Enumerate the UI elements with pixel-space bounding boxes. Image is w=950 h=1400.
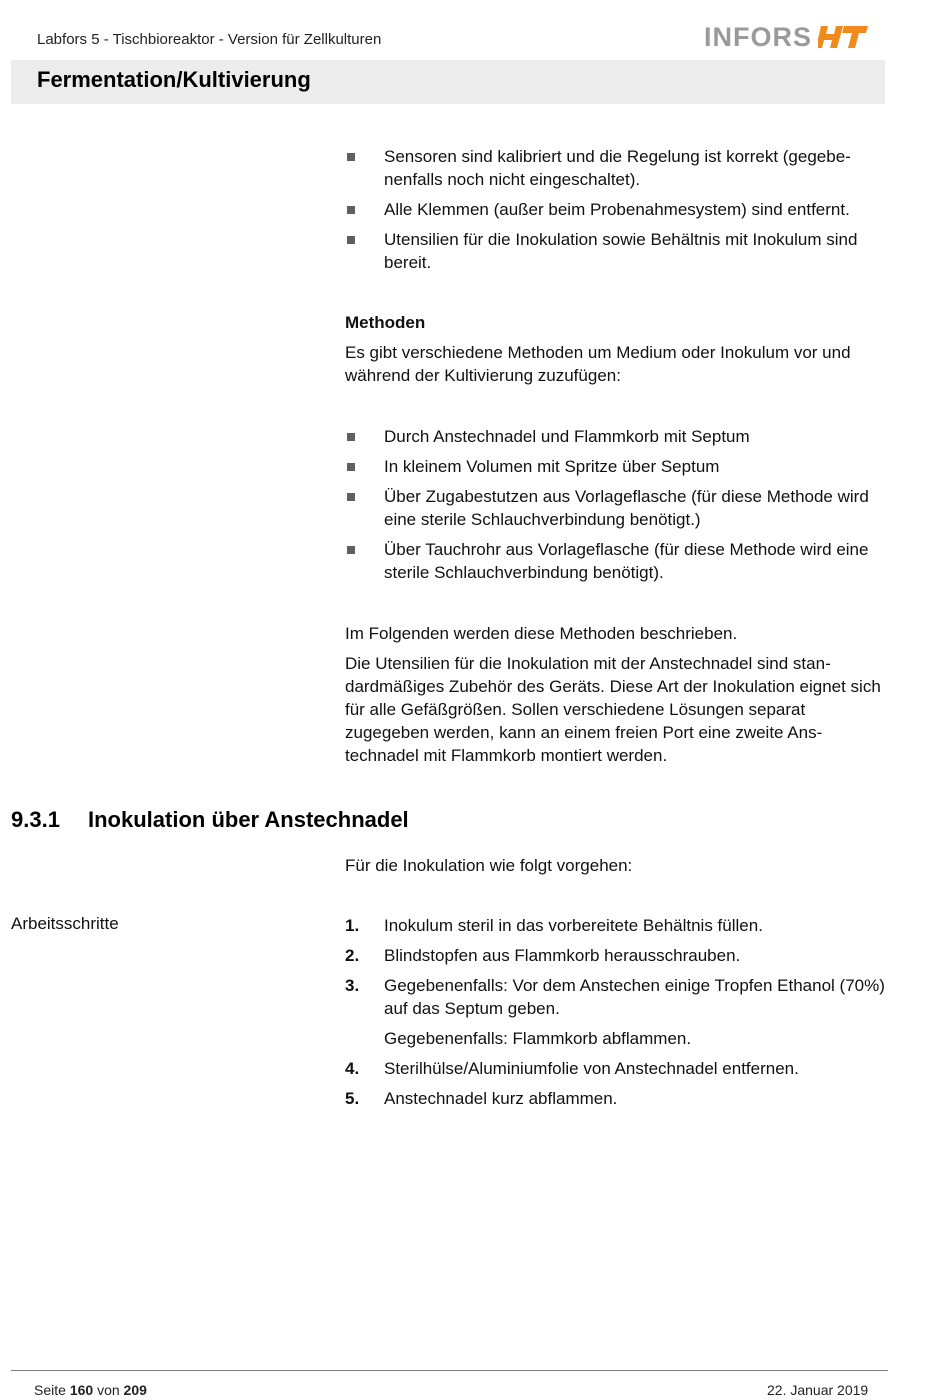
steps-block: [345, 914, 890, 1117]
footer-divider: [11, 1370, 888, 1371]
methods-description-block: [345, 622, 890, 774]
methods-intro-block: [345, 311, 890, 394]
steps-list: [345, 914, 890, 1110]
list-item: Utensilien für die Inokulation sowie Behältnis mit Inokulum sind bereit.: [345, 228, 890, 274]
ht-logo-mark: [818, 24, 870, 50]
page-number: Seite 160 von 209: [34, 1382, 147, 1398]
subsection-number: 9.3.1: [11, 807, 60, 832]
section-header-band: [11, 60, 885, 104]
methods-following: Im Folgenden werden diese Methoden beschrieben.: [345, 624, 738, 643]
step-item: 1. Inokulum steril in das vorbereitete Behältnis füllen.: [345, 916, 763, 935]
subsection-intro: Für die Inokulation wie folgt vorgehen:: [345, 856, 633, 875]
footer-date: 22. Januar 2019: [767, 1382, 869, 1398]
methods-description: Die Utensilien für die Inokulation mit der Anstechnadel sind standardmäßiges Zubehör des Geräts. Diese Art der Inokulation eignet sich für alle Gefäßgrößen. Sollen verschiedene Lösungen separat zugegeben werden, kann an einem freien Port eine zweite Anstechnadel mit Flammkorb montiert werden.: [345, 654, 881, 765]
steps-label: Arbeitsschritte: [11, 914, 119, 933]
step-item: 2. Blindstopfen aus Flammkorb herausschrauben.: [345, 946, 741, 965]
square-bullet-icon: [347, 433, 355, 441]
methods-intro: Es gibt verschiedene Methoden um Medium oder Inokulum vor und während der Kultivierung zuzufügen:: [345, 343, 851, 385]
square-bullet-icon: [347, 546, 355, 554]
subsection-heading: [11, 807, 409, 833]
square-bullet-icon: [347, 153, 355, 161]
step-substep: Gegebenenfalls: Flammkorb abflammen.: [384, 1029, 692, 1048]
square-bullet-icon: [347, 463, 355, 471]
document-title: Labfors 5 - Tischbioreaktor - Version für Zellkulturen: [37, 31, 382, 48]
list-item: Durch Anstechnadel und Flammkorb mit Septum: [345, 425, 890, 448]
subsection-intro-block: [345, 854, 890, 884]
step-item: 4. Sterilhülse/Aluminiumfolie von Anstechnadel entfernen.: [345, 1059, 799, 1078]
conditions-list: [345, 145, 890, 274]
square-bullet-icon: [347, 236, 355, 244]
square-bullet-icon: [347, 206, 355, 214]
conditions-block: [345, 145, 890, 281]
square-bullet-icon: [347, 493, 355, 501]
methods-heading: Methoden: [345, 313, 426, 332]
list-item: Über Tauchrohr aus Vorlageflasche (für diese Methode wird eine sterile Schlauchverbindung benötigt).: [345, 538, 890, 584]
list-item: Alle Klemmen (außer beim Probenahmesystem) sind entfernt.: [345, 198, 890, 221]
list-item: In kleinem Volumen mit Spritze über Septum: [345, 455, 890, 478]
subsection-title: Inokulation über Anstechnadel: [88, 807, 409, 832]
infors-ht-logo: [704, 22, 870, 52]
step-item: 5. Anstechnadel kurz abflammen.: [345, 1089, 618, 1108]
section-title: Fermentation/Kultivierung: [37, 67, 311, 92]
methods-list-block: [345, 425, 890, 591]
list-item: Sensoren sind kalibriert und die Regelung ist korrekt (gegebenenfalls noch nicht eingeschaltet).: [345, 145, 890, 191]
list-item: Über Zugabestutzen aus Vorlageflasche (für diese Methode wird eine sterile Schlauchverbindung benötigt.): [345, 485, 890, 531]
methods-list: [345, 425, 890, 584]
step-item: 3. Gegebenenfalls: Vor dem Anstechen einige Tropfen Ethanol (70%) auf das Septum geben. Gegebenenfalls: Flammkorb abflammen.: [345, 974, 890, 1050]
logo-text: INFORS: [704, 21, 813, 52]
